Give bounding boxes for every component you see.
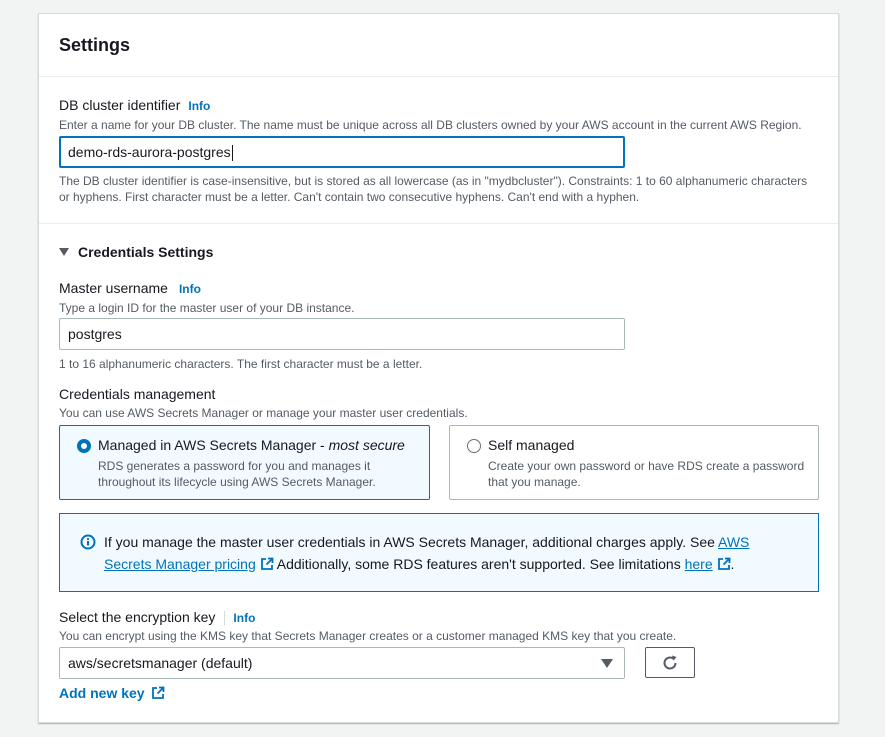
- option-self-managed-desc-2: that you manage.: [488, 475, 581, 489]
- encryption-key-info-link[interactable]: Info: [233, 611, 256, 625]
- info-circle-icon: [80, 534, 96, 550]
- cluster-identifier-info-link[interactable]: Info: [188, 99, 211, 113]
- encryption-key-selected-value: aws/secretsmanager (default): [68, 655, 253, 671]
- master-username-info-link[interactable]: Info: [178, 282, 201, 296]
- secrets-manager-info-alert: [59, 513, 819, 592]
- dropdown-caret-icon: [601, 659, 613, 668]
- credentials-management-description: You can use AWS Secrets Manager or manage your master user credentials.: [59, 406, 468, 420]
- alert-text: [104, 531, 804, 575]
- radio-self-managed[interactable]: [467, 439, 481, 453]
- encryption-key-label-row: [59, 608, 255, 627]
- pricing-link-line2: Secrets Manager pricing: [104, 556, 256, 572]
- add-new-key-link[interactable]: [59, 685, 165, 701]
- option-managed-desc-2: throughout its lifecycle using AWS Secrets Manager.: [98, 475, 376, 489]
- limitations-here-link[interactable]: here: [684, 556, 713, 572]
- credentials-management-label: Credentials management: [59, 386, 216, 402]
- cluster-identifier-constraint-1: The DB cluster identifier is case-insensitive, but is stored as all lowercase (as in "mydbcluster"). Constraints: 1 to 60 alphanumeric characters: [59, 174, 808, 188]
- encryption-key-select[interactable]: [59, 647, 625, 679]
- option-managed-title-emphasis: most secure: [328, 437, 405, 453]
- credentials-settings-title: Credentials Settings: [78, 244, 214, 260]
- external-link-icon: [260, 557, 274, 571]
- master-username-input[interactable]: postgres: [59, 318, 625, 350]
- master-username-label: Master username: [59, 280, 168, 296]
- credentials-settings-toggle[interactable]: [59, 244, 213, 260]
- text-cursor: [232, 145, 233, 161]
- master-username-description: Type a login ID for the master user of your DB instance.: [59, 301, 355, 315]
- pricing-link-line1: AWS: [718, 534, 750, 550]
- caret-down-icon: [59, 248, 69, 256]
- cluster-identifier-description: Enter a name for your DB cluster. The name must be unique across all DB clusters owned by your AWS account in the current AWS Region.: [59, 118, 802, 132]
- option-self-managed-title: Self managed: [488, 437, 575, 453]
- radio-managed-secrets-manager[interactable]: [77, 439, 91, 453]
- option-managed-secrets-manager[interactable]: [59, 425, 430, 500]
- cluster-identifier-label-row: [59, 96, 210, 115]
- add-new-key-label: Add new key: [59, 685, 145, 701]
- cluster-identifier-input[interactable]: [59, 136, 625, 168]
- section-divider: [39, 223, 838, 224]
- option-self-managed[interactable]: [449, 425, 819, 500]
- label-separator: [224, 611, 225, 625]
- panel-title: Settings: [59, 35, 131, 55]
- master-username-label-row: [59, 279, 201, 298]
- alert-text-end: .: [730, 556, 735, 572]
- cluster-identifier-label: DB cluster identifier: [59, 97, 181, 113]
- external-link-icon: [717, 557, 731, 571]
- option-managed-desc-1: RDS generates a password for you and manages it: [98, 459, 371, 473]
- alert-text-part1: If you manage the master user credentials in AWS Secrets Manager, additional charges apply. See: [104, 534, 719, 550]
- settings-panel: [38, 13, 839, 723]
- alert-text-part2: Additionally, some RDS features aren't supported. See limitations: [273, 556, 685, 572]
- encryption-key-label: Select the encryption key: [59, 609, 216, 625]
- encryption-key-description: You can encrypt using the KMS key that Secrets Manager creates or a customer managed KMS key that you create.: [59, 629, 677, 643]
- master-username-constraint: 1 to 16 alphanumeric characters. The first character must be a letter.: [59, 357, 423, 371]
- option-managed-title: [98, 437, 405, 453]
- refresh-icon: [661, 654, 679, 672]
- option-self-managed-desc-1: Create your own password or have RDS create a password: [488, 459, 805, 473]
- refresh-keys-button[interactable]: [645, 647, 695, 678]
- option-managed-title-text: Managed in AWS Secrets Manager -: [98, 437, 329, 453]
- cluster-identifier-value: demo-rds-aurora-postgres: [68, 144, 231, 160]
- cluster-identifier-constraint-2: or hyphens. First character must be a letter. Can't contain two consecutive hyphens. Can't end with a hyphen.: [59, 190, 640, 204]
- external-link-icon: [151, 686, 165, 700]
- panel-header: [39, 14, 838, 77]
